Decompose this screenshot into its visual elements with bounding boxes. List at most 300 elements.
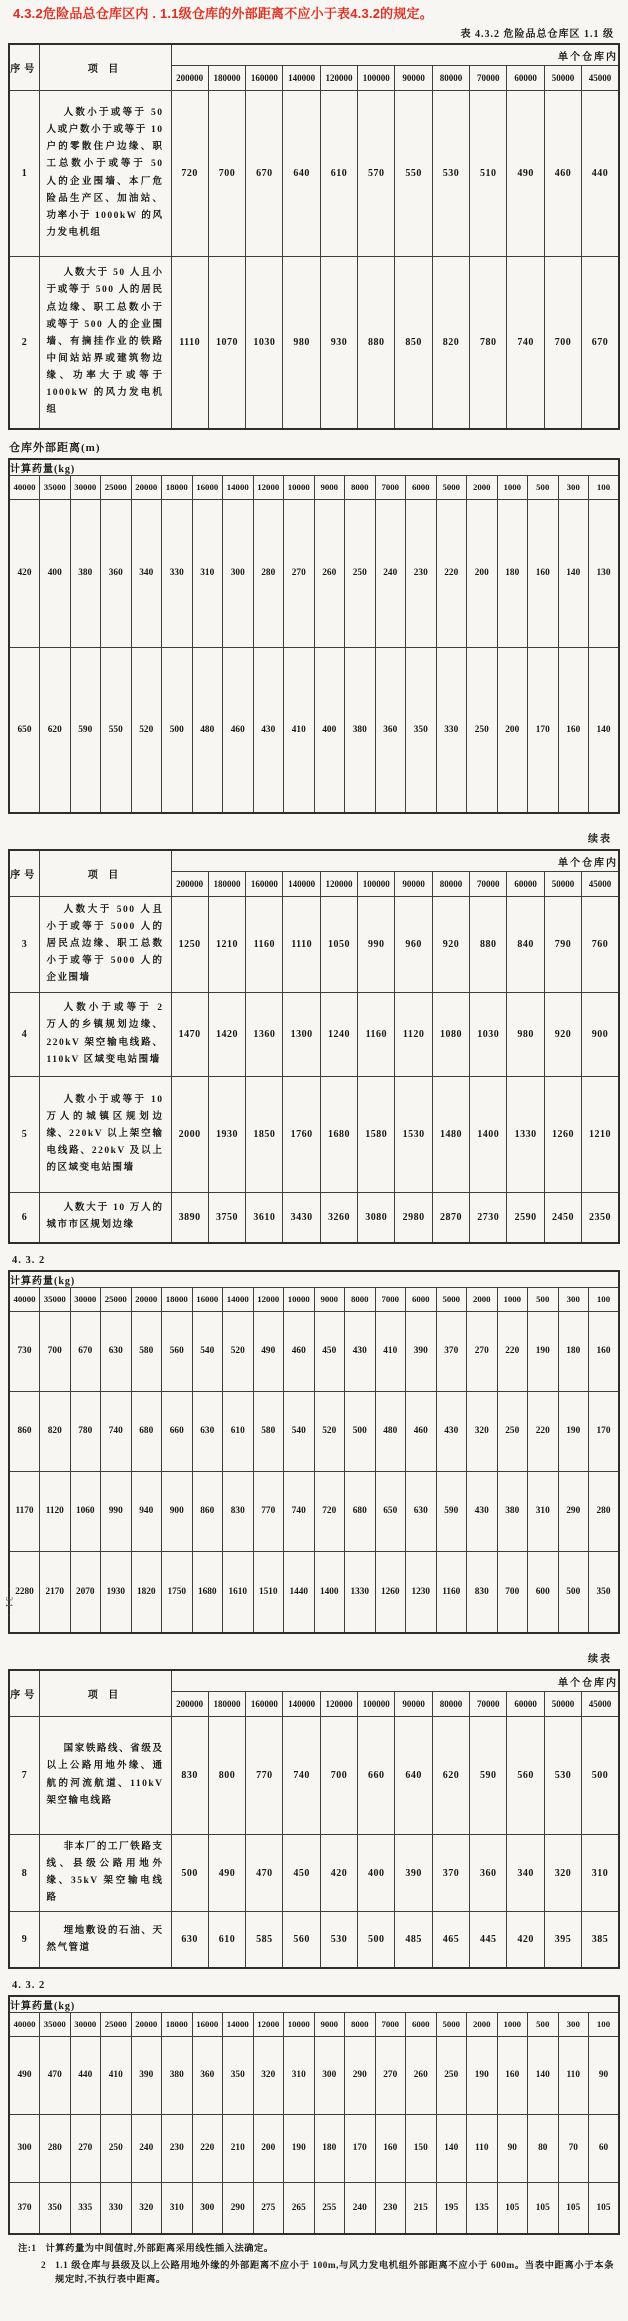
sequence-cell: 7 <box>9 1717 39 1835</box>
external-distance-value-cell: 900 <box>162 1471 193 1551</box>
charge-quantity-header-cell: 6000 <box>406 2012 437 2036</box>
table-row <box>9 2182 619 2234</box>
item-table-block-3 <box>0 1669 628 1969</box>
external-distance-value-cell: 150 <box>406 2114 437 2182</box>
item-description-text: 埋地敷设的石油、天然气管道 <box>46 1925 164 1953</box>
external-distance-value-cell: 780 <box>70 1391 101 1471</box>
external-distance-value-cell: 300 <box>223 499 254 647</box>
charge-quantity-header-cell: 500 <box>528 475 559 499</box>
quantity-header-cell: 200000 <box>171 66 208 91</box>
external-distance-value-cell: 110 <box>558 2036 589 2114</box>
external-distance-value-cell: 140 <box>528 2036 559 2114</box>
item-description-cell <box>39 91 171 257</box>
external-distance-value-cell: 820 <box>40 1391 71 1471</box>
external-distance-value-cell: 1820 <box>131 1551 162 1633</box>
external-distance-value-cell: 260 <box>314 499 345 647</box>
external-distance-value-cell: 90 <box>589 2036 620 2114</box>
charge-quantity-header-cell: 40000 <box>9 1287 40 1311</box>
distance-value-cell: 1470 <box>171 993 208 1077</box>
charge-quantity-header-cell: 300 <box>558 475 589 499</box>
distance-value-cell: 420 <box>507 1912 544 1968</box>
distance-value-cell: 470 <box>246 1835 283 1912</box>
charge-quantity-header-cell: 1000 <box>497 475 528 499</box>
sequence-cell: 9 <box>9 1912 39 1968</box>
table-row <box>9 647 619 813</box>
distance-value-cell: 1110 <box>283 897 320 993</box>
external-distance-value-cell: 520 <box>131 647 162 813</box>
sequence-cell: 5 <box>9 1077 39 1193</box>
distance-value-cell: 2870 <box>432 1193 469 1243</box>
item-description-text: 非本厂的工厂铁路支线、县级公路用地外缘、35kV 架空输电线路 <box>46 1842 164 1904</box>
external-distance-value-cell: 520 <box>223 1311 254 1391</box>
distance-value-cell: 360 <box>470 1835 507 1912</box>
external-distance-value-cell: 105 <box>497 2182 528 2234</box>
quantity-header-cell: 120000 <box>320 872 357 897</box>
distance-value-cell: 670 <box>582 257 619 429</box>
external-distance-value-cell: 255 <box>314 2182 345 2234</box>
external-distance-value-cell: 270 <box>467 1311 498 1391</box>
external-distance-value-cell: 230 <box>406 499 437 647</box>
charge-quantity-header-cell: 1000 <box>497 1287 528 1311</box>
item-table <box>8 43 620 430</box>
distance-value-cell: 1050 <box>320 897 357 993</box>
external-distance-value-cell: 1230 <box>406 1551 437 1633</box>
quantity-header-cell: 180000 <box>208 872 245 897</box>
distance-value-cell: 760 <box>582 897 619 993</box>
quantity-header-cell: 120000 <box>320 66 357 91</box>
external-distance-value-cell: 430 <box>253 647 284 813</box>
external-distance-value-cell: 210 <box>223 2114 254 2182</box>
external-distance-value-cell: 400 <box>314 647 345 813</box>
distance-value-cell: 570 <box>358 91 395 257</box>
quantity-header-cell: 160000 <box>246 1692 283 1717</box>
distance-value-cell: 460 <box>544 91 581 257</box>
charge-quantity-header-cell: 12000 <box>253 1287 284 1311</box>
table-row <box>9 499 619 647</box>
distance-value-cell: 900 <box>582 993 619 1077</box>
distance-value-cell: 445 <box>470 1912 507 1968</box>
external-distance-value-cell: 240 <box>131 2114 162 2182</box>
external-distance-value-cell: 380 <box>162 2036 193 2114</box>
external-distance-value-cell: 460 <box>284 1311 315 1391</box>
distance-value-cell: 490 <box>208 1835 245 1912</box>
external-distance-value-cell: 265 <box>284 2182 315 2234</box>
continuation-caption-1: 续表 <box>588 834 612 845</box>
quantity-header-cell: 70000 <box>470 872 507 897</box>
external-distance-value-cell: 720 <box>314 1471 345 1551</box>
external-distance-value-cell: 190 <box>284 2114 315 2182</box>
charge-table <box>8 458 620 815</box>
external-distance-value-cell: 310 <box>192 499 223 647</box>
distance-value-cell: 3430 <box>283 1193 320 1243</box>
quantity-header-cell: 45000 <box>582 66 619 91</box>
distance-value-cell: 1030 <box>470 993 507 1077</box>
external-distance-value-cell: 275 <box>253 2182 284 2234</box>
external-distance-value-cell: 670 <box>70 1311 101 1391</box>
external-distance-value-cell: 430 <box>436 1391 467 1471</box>
distance-value-cell: 1110 <box>171 257 208 429</box>
external-distance-value-cell: 360 <box>192 2036 223 2114</box>
table-row <box>9 91 619 257</box>
charge-quantity-header-cell: 35000 <box>40 475 71 499</box>
sequence-cell: 8 <box>9 1835 39 1912</box>
external-distance-value-cell: 280 <box>253 499 284 647</box>
external-distance-value-cell: 660 <box>162 1391 193 1471</box>
external-distance-value-cell: 680 <box>131 1391 162 1471</box>
distance-value-cell: 370 <box>432 1835 469 1912</box>
charge-quantity-header-cell: 7000 <box>375 1287 406 1311</box>
external-distance-value-cell: 1330 <box>345 1551 376 1633</box>
external-distance-value-cell: 1750 <box>162 1551 193 1633</box>
external-distance-value-cell: 220 <box>497 1311 528 1391</box>
item-table-block-2 <box>0 849 628 1244</box>
external-distance-value-cell: 195 <box>436 2182 467 2234</box>
external-distance-value-cell: 180 <box>558 1311 589 1391</box>
external-distance-value-cell: 160 <box>589 1311 620 1391</box>
external-distance-value-cell: 450 <box>314 1311 345 1391</box>
charge-quantity-header-cell: 18000 <box>162 2012 193 2036</box>
charge-quantity-header-cell: 16000 <box>192 475 223 499</box>
distance-value-cell: 2590 <box>507 1193 544 1243</box>
distance-value-cell: 700 <box>208 91 245 257</box>
external-distance-value-cell: 105 <box>558 2182 589 2234</box>
external-distance-value-cell: 90 <box>497 2114 528 2182</box>
external-distance-value-cell: 680 <box>345 1471 376 1551</box>
sequence-cell: 1 <box>9 91 39 257</box>
distance-value-cell: 2450 <box>544 1193 581 1243</box>
distance-value-cell: 500 <box>171 1835 208 1912</box>
continuation-caption-2: 续表 <box>588 1654 612 1665</box>
external-distance-value-cell: 700 <box>497 1551 528 1633</box>
charge-quantity-header-cell: 25000 <box>101 1287 132 1311</box>
external-distance-value-cell: 320 <box>253 2036 284 2114</box>
quantity-header-cell: 200000 <box>171 872 208 897</box>
external-distance-value-cell: 310 <box>284 2036 315 2114</box>
charge-quantity-header-cell: 14000 <box>223 1287 254 1311</box>
item-description-cell <box>39 897 171 993</box>
distance-value-cell: 660 <box>358 1717 395 1835</box>
item-description-cell <box>39 993 171 1077</box>
external-distance-value-cell: 380 <box>345 647 376 813</box>
item-header: 项 目 <box>39 1670 171 1717</box>
external-distance-value-cell: 830 <box>223 1471 254 1551</box>
item-header: 项 目 <box>39 850 171 897</box>
external-distance-value-cell: 370 <box>9 2182 40 2234</box>
quantity-header-cell: 180000 <box>208 66 245 91</box>
charge-quantity-header-cell: 8000 <box>345 475 376 499</box>
external-distance-value-cell: 290 <box>223 2182 254 2234</box>
external-distance-value-cell: 620 <box>40 647 71 813</box>
external-distance-value-cell: 250 <box>345 499 376 647</box>
table-row <box>9 1077 619 1193</box>
external-distance-value-cell: 200 <box>253 2114 284 2182</box>
distance-value-cell: 980 <box>283 257 320 429</box>
external-distance-value-cell: 140 <box>436 2114 467 2182</box>
table-row <box>9 257 619 429</box>
charge-quantity-header-cell: 300 <box>558 1287 589 1311</box>
group-header: 单个仓库内 <box>171 1670 619 1692</box>
item-header: 项 目 <box>39 44 171 91</box>
external-distance-value-cell: 230 <box>162 2114 193 2182</box>
external-distance-value-cell: 170 <box>528 647 559 813</box>
external-distance-value-cell: 2280 <box>9 1551 40 1633</box>
external-distance-value-cell: 740 <box>284 1471 315 1551</box>
charge-table <box>8 1270 620 1635</box>
external-distance-value-cell: 270 <box>70 2114 101 2182</box>
external-distance-value-cell: 630 <box>406 1471 437 1551</box>
external-distance-value-cell: 105 <box>589 2182 620 2234</box>
external-distance-value-cell: 200 <box>467 499 498 647</box>
external-distance-value-cell: 630 <box>101 1311 132 1391</box>
external-distance-value-cell: 610 <box>223 1391 254 1471</box>
charge-quantity-header-cell: 2000 <box>467 2012 498 2036</box>
distance-value-cell: 700 <box>320 1717 357 1835</box>
external-distance-value-cell: 290 <box>558 1471 589 1551</box>
quantity-header-cell: 70000 <box>470 1692 507 1717</box>
external-distance-value-cell: 140 <box>558 499 589 647</box>
distance-value-cell: 385 <box>582 1912 619 1968</box>
charge-quantity-header-cell: 14000 <box>223 475 254 499</box>
external-distance-value-cell: 860 <box>9 1391 40 1471</box>
external-distance-value-cell: 540 <box>284 1391 315 1471</box>
note-text: 计算药量为中间值时,外部距离采用线性插入法确定。 <box>45 2244 274 2255</box>
item-description-text: 人数大于 500 人且小于或等于 5000 人的居民点边缘、职工总数小于或等于 5000 人的企业围墙 <box>46 904 164 984</box>
distance-value-cell: 1530 <box>395 1077 432 1193</box>
charge-quantity-header-cell: 500 <box>528 2012 559 2036</box>
distance-value-cell: 920 <box>544 993 581 1077</box>
item-description-cell <box>39 1912 171 1968</box>
distance-value-cell: 740 <box>507 257 544 429</box>
external-distance-value-cell: 200 <box>497 647 528 813</box>
external-distance-value-cell: 380 <box>70 499 101 647</box>
charge-quantity-header-cell: 30000 <box>70 2012 101 2036</box>
quantity-header-cell: 100000 <box>358 66 395 91</box>
quantity-header-cell: 80000 <box>432 872 469 897</box>
item-description-text: 人数小于或等于 50 人或户数小于或等于 10 户的零散住户边缘、职工总数小于或等于 50 人的企业围墙、本厂危险品生产区、加油站、功率小于 1000kW 的风力发电机组 <box>46 108 164 238</box>
external-distance-value-cell: 1680 <box>192 1551 223 1633</box>
distance-value-cell: 530 <box>432 91 469 257</box>
external-distance-value-cell: 940 <box>131 1471 162 1551</box>
charge-quantity-header-cell: 100 <box>589 475 620 499</box>
quantity-header-cell: 90000 <box>395 66 432 91</box>
quantity-header-cell: 140000 <box>283 872 320 897</box>
distance-value-cell: 770 <box>246 1717 283 1835</box>
charge-table-block-3 <box>0 1995 628 2236</box>
page-number: · 31 · <box>3 1587 14 1619</box>
distance-value-cell: 1930 <box>208 1077 245 1193</box>
distance-value-cell: 920 <box>432 897 469 993</box>
external-distance-value-cell: 350 <box>406 647 437 813</box>
external-distance-value-cell: 390 <box>131 2036 162 2114</box>
charge-quantity-header-cell: 16000 <box>192 1287 223 1311</box>
external-distance-value-cell: 335 <box>70 2182 101 2234</box>
charge-quantity-header-cell: 16000 <box>192 2012 223 2036</box>
distance-value-cell: 560 <box>283 1912 320 1968</box>
quantity-header-cell: 45000 <box>582 872 619 897</box>
external-distance-value-cell: 430 <box>345 1311 376 1391</box>
charge-quantity-header-cell: 40000 <box>9 2012 40 2036</box>
table-row <box>9 1717 619 1835</box>
distance-value-cell: 670 <box>246 91 283 257</box>
external-distance-value-cell: 240 <box>345 2182 376 2234</box>
quantity-header-cell: 160000 <box>246 66 283 91</box>
distance-value-cell: 1260 <box>544 1077 581 1193</box>
distance-value-cell: 840 <box>507 897 544 993</box>
external-distance-value-cell: 480 <box>375 1391 406 1471</box>
charge-quantity-header-cell: 35000 <box>40 2012 71 2036</box>
external-distance-value-cell: 550 <box>101 647 132 813</box>
external-distance-value-cell: 1400 <box>314 1551 345 1633</box>
distance-value-cell: 1680 <box>320 1077 357 1193</box>
quantity-header-cell: 90000 <box>395 872 432 897</box>
external-distance-value-cell: 480 <box>192 647 223 813</box>
charge-quantity-header-cell: 14000 <box>223 2012 254 2036</box>
distance-value-cell: 780 <box>470 257 507 429</box>
external-distance-value-cell: 220 <box>192 2114 223 2182</box>
distance-value-cell: 800 <box>208 1717 245 1835</box>
quantity-header-cell: 100000 <box>358 1692 395 1717</box>
distance-value-cell: 340 <box>507 1835 544 1912</box>
external-distance-value-cell: 250 <box>436 2036 467 2114</box>
table-row <box>9 1391 619 1471</box>
external-distance-value-cell: 330 <box>162 499 193 647</box>
external-distance-value-cell: 2070 <box>70 1551 101 1633</box>
external-distance-value-cell: 290 <box>345 2036 376 2114</box>
charge-quantity-header-cell: 10000 <box>284 1287 315 1311</box>
sequence-cell: 3 <box>9 897 39 993</box>
external-distance-value-cell: 160 <box>497 2036 528 2114</box>
sequence-cell: 4 <box>9 993 39 1077</box>
external-distance-value-cell: 215 <box>406 2182 437 2234</box>
distance-value-cell: 1240 <box>320 993 357 1077</box>
quantity-header-cell: 50000 <box>544 1692 581 1717</box>
seq-header: 序号 <box>9 1670 39 1717</box>
external-distance-value-cell: 250 <box>497 1391 528 1471</box>
distance-value-cell: 465 <box>432 1912 469 1968</box>
external-distance-value-cell: 1260 <box>375 1551 406 1633</box>
charge-quantity-header-cell: 18000 <box>162 1287 193 1311</box>
external-distance-value-cell: 420 <box>9 499 40 647</box>
external-distance-value-cell: 270 <box>284 499 315 647</box>
item-description-text: 人数小于或等于 2 万人的乡镇规划边缘、220kV 架空输电线路、110kV 区域变电站围墙 <box>46 1003 164 1065</box>
distance-value-cell: 3890 <box>171 1193 208 1243</box>
item-table <box>8 1669 620 1969</box>
external-distance-value-cell: 300 <box>9 2114 40 2182</box>
distance-value-cell: 485 <box>395 1912 432 1968</box>
quantity-header-cell: 45000 <box>582 1692 619 1717</box>
charge-quantity-header-cell: 5000 <box>436 2012 467 2036</box>
external-distance-value-cell: 80 <box>528 2114 559 2182</box>
distance-value-cell: 560 <box>507 1717 544 1835</box>
external-distance-value-cell: 1440 <box>284 1551 315 1633</box>
distance-value-cell: 610 <box>320 91 357 257</box>
external-distance-value-cell: 410 <box>375 1311 406 1391</box>
charge-quantity-header-cell: 25000 <box>101 475 132 499</box>
table-row <box>9 1471 619 1551</box>
distance-value-cell: 1360 <box>246 993 283 1077</box>
distance-value-cell: 930 <box>320 257 357 429</box>
quantity-header-cell: 140000 <box>283 1692 320 1717</box>
distance-value-cell: 620 <box>432 1717 469 1835</box>
distance-value-cell: 610 <box>208 1912 245 1968</box>
charge-quantity-header-cell: 20000 <box>131 2012 162 2036</box>
distance-value-cell: 2350 <box>582 1193 619 1243</box>
distance-value-cell: 960 <box>395 897 432 993</box>
item-description-cell <box>39 1835 171 1912</box>
table-row <box>9 1912 619 1968</box>
external-distance-value-cell: 220 <box>528 1391 559 1471</box>
external-distance-value-cell: 380 <box>497 1471 528 1551</box>
quantity-header-cell: 80000 <box>432 66 469 91</box>
charge-quantity-header-cell: 30000 <box>70 475 101 499</box>
distance-value-cell: 2730 <box>470 1193 507 1243</box>
charge-quantity-header-cell: 2000 <box>467 475 498 499</box>
quantity-header-cell: 80000 <box>432 1692 469 1717</box>
table-row <box>9 1193 619 1243</box>
charge-quantity-header-cell: 8000 <box>345 1287 376 1311</box>
external-distance-value-cell: 350 <box>223 2036 254 2114</box>
quantity-header-cell: 60000 <box>507 1692 544 1717</box>
distance-value-cell: 720 <box>171 91 208 257</box>
distance-value-cell: 530 <box>320 1912 357 1968</box>
charge-quantity-header-cell: 9000 <box>314 2012 345 2036</box>
external-distance-value-cell: 140 <box>589 647 620 813</box>
note-number: 注:1 <box>18 2244 37 2255</box>
charge-quantity-label: 计算药量(kg) <box>9 1271 619 1288</box>
distance-value-cell: 1160 <box>358 993 395 1077</box>
external-distance-value-cell: 350 <box>589 1551 620 1633</box>
external-distance-value-cell: 590 <box>70 647 101 813</box>
charge-quantity-header-cell: 30000 <box>70 1287 101 1311</box>
distance-value-cell: 630 <box>171 1912 208 1968</box>
charge-quantity-header-cell: 5000 <box>436 1287 467 1311</box>
table-caption: 表 4.3.2 危险品总仓库区 1.1 级 <box>460 29 614 40</box>
charge-quantity-header-cell: 8000 <box>345 2012 376 2036</box>
distance-value-cell: 3080 <box>358 1193 395 1243</box>
distance-value-cell: 1400 <box>470 1077 507 1193</box>
external-distance-value-cell: 360 <box>101 499 132 647</box>
distance-value-cell: 1850 <box>246 1077 283 1193</box>
external-distance-value-cell: 370 <box>436 1311 467 1391</box>
distance-value-cell: 700 <box>544 257 581 429</box>
charge-quantity-header-cell: 18000 <box>162 475 193 499</box>
external-distance-value-cell: 220 <box>436 499 467 647</box>
group-header: 单个仓库内 <box>171 850 619 872</box>
quantity-header-cell: 100000 <box>358 872 395 897</box>
external-distance-value-cell: 330 <box>101 2182 132 2234</box>
charge-quantity-header-cell: 7000 <box>375 2012 406 2036</box>
distance-value-cell: 880 <box>470 897 507 993</box>
external-distance-value-cell: 105 <box>528 2182 559 2234</box>
distance-value-cell: 450 <box>283 1835 320 1912</box>
distance-value-cell: 1160 <box>246 897 283 993</box>
table-row <box>9 1311 619 1391</box>
external-distance-value-cell: 130 <box>589 499 620 647</box>
charge-table <box>8 1995 620 2236</box>
charge-quantity-label: 计算药量(kg) <box>9 1996 619 2013</box>
distance-value-cell: 3750 <box>208 1193 245 1243</box>
external-distance-value-cell: 400 <box>40 499 71 647</box>
quantity-header-cell: 200000 <box>171 1692 208 1717</box>
quantity-header-cell: 70000 <box>470 66 507 91</box>
external-distance-value-cell: 310 <box>528 1471 559 1551</box>
distance-value-cell: 395 <box>544 1912 581 1968</box>
section-label-1: 4. 3. 2 <box>12 1254 46 1266</box>
table-row <box>9 2036 619 2114</box>
external-distance-value-cell: 60 <box>589 2114 620 2182</box>
external-distance-value-cell: 580 <box>253 1391 284 1471</box>
external-distance-value-cell: 540 <box>192 1311 223 1391</box>
